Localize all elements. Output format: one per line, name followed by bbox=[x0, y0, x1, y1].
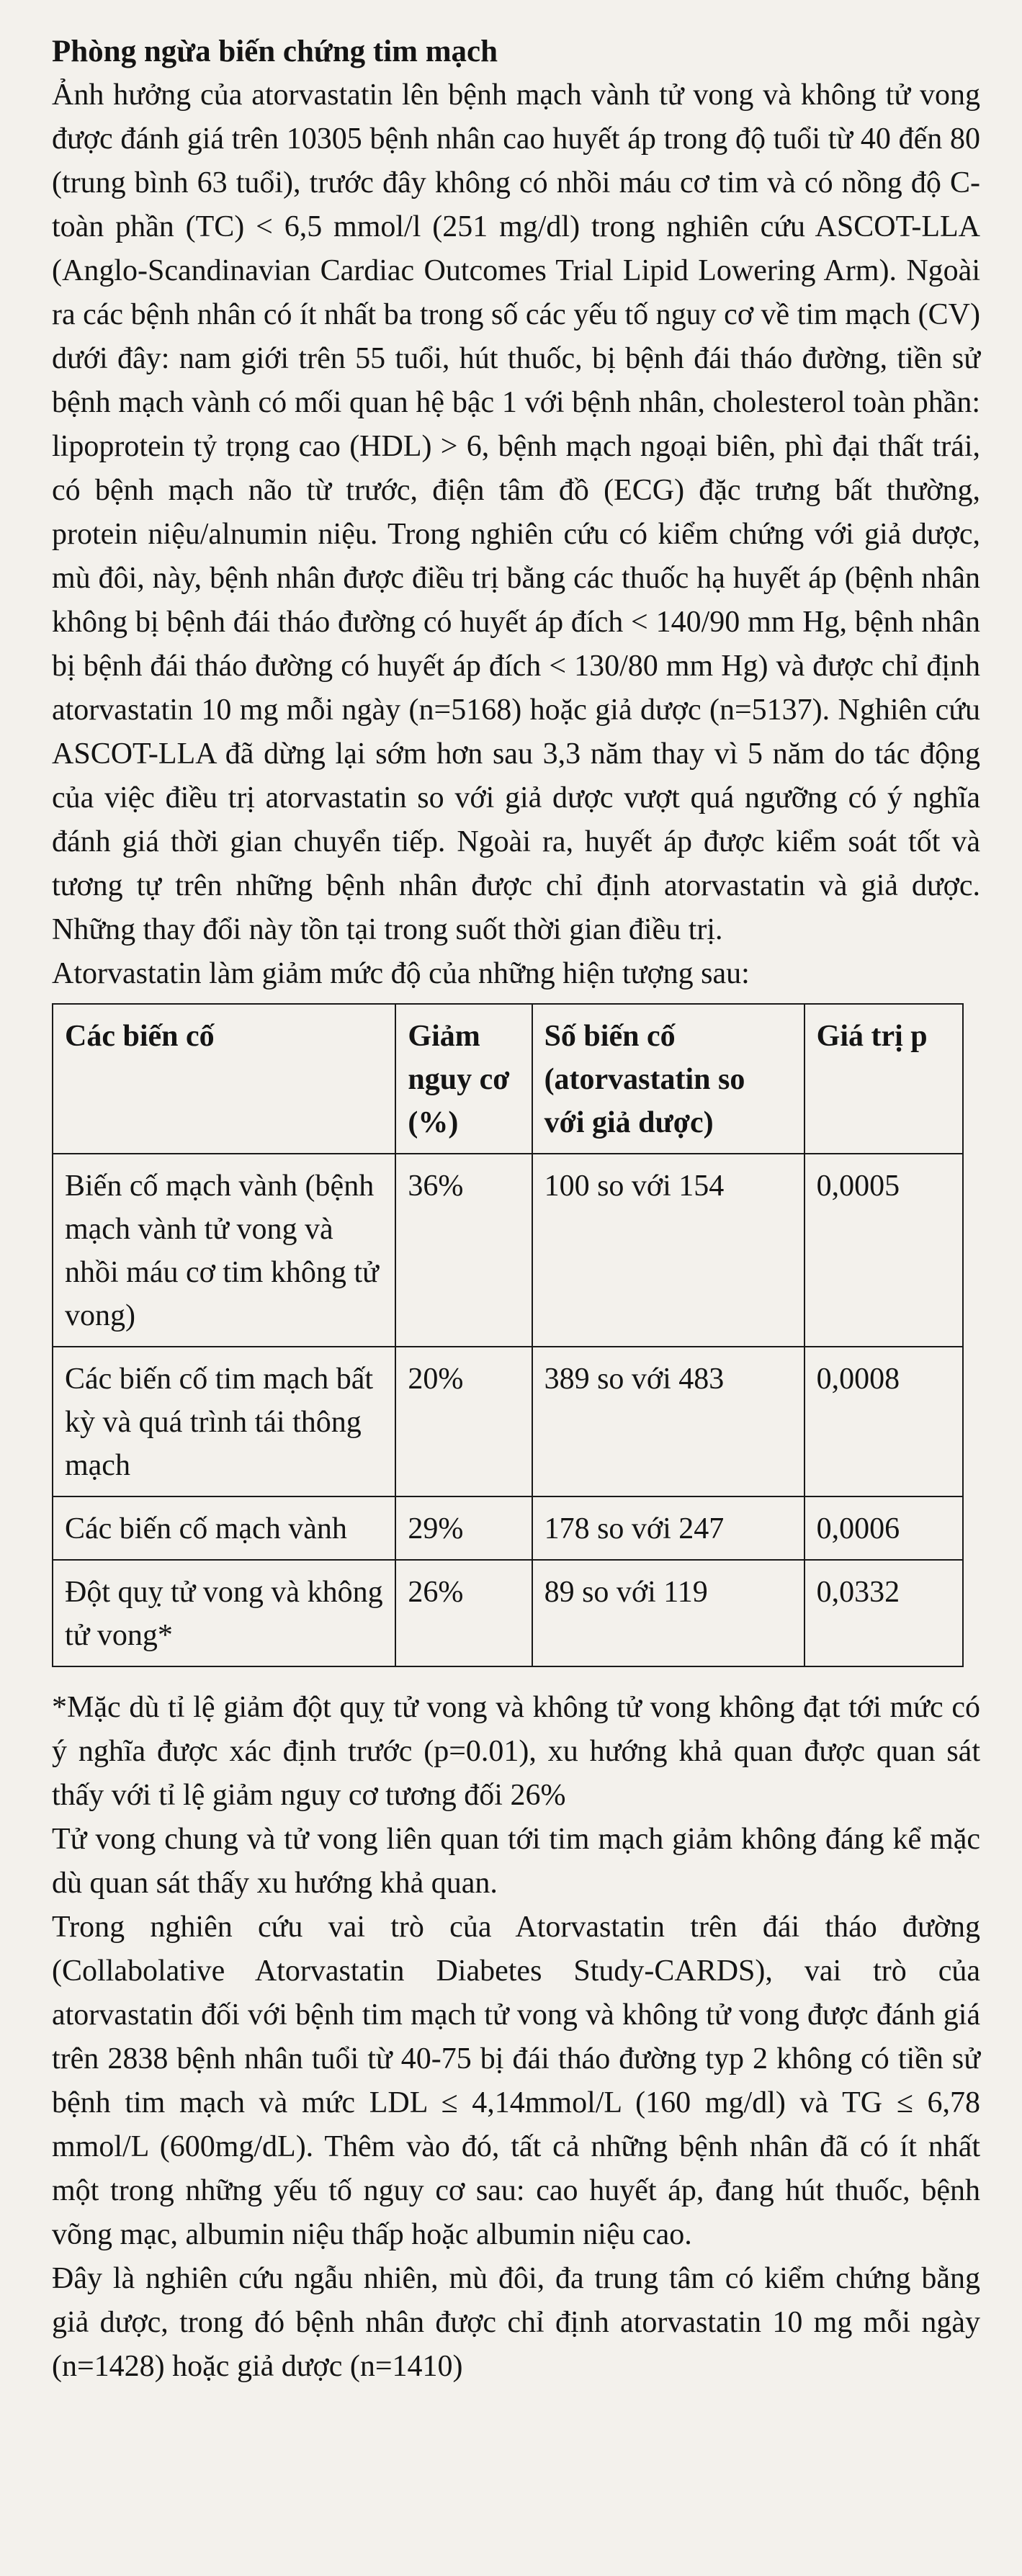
cell-event: Các biến cố tim mạch bất kỳ và quá trình tái thông mạch bbox=[53, 1347, 395, 1496]
table-row bbox=[53, 1154, 963, 1347]
cell-event: Các biến cố mạch vành bbox=[53, 1496, 395, 1560]
cell-event-count: 89 so với 119 bbox=[532, 1560, 804, 1666]
results-table bbox=[52, 1003, 964, 1667]
table-row bbox=[53, 1496, 963, 1560]
cell-p-value: 0,0005 bbox=[804, 1154, 963, 1347]
cell-risk-reduction: 20% bbox=[395, 1347, 532, 1496]
study-design-paragraph: Đây là nghiên cứu ngẫu nhiên, mù đôi, đa trung tâm có kiểm chứng bằng giả dược, trong đó bệnh nhân được chỉ định atorvastatin 10 mg mỗi ngày (n=1428) hoặc giả dược (n=1410) bbox=[52, 2262, 980, 2383]
cell-event-count: 389 so với 483 bbox=[532, 1347, 804, 1496]
mortality-paragraph: Tử vong chung và tử vong liên quan tới tim mạch giảm không đáng kể mặc dù quan sát thấy xu hướng khả quan. bbox=[52, 1823, 980, 1900]
header-risk-reduction: Giảm nguy cơ (%) bbox=[395, 1004, 532, 1154]
cell-event: Biến cố mạch vành (bệnh mạch vành tử vong và nhồi máu cơ tim không tử vong) bbox=[53, 1154, 395, 1347]
section-title: Phòng ngừa biến chứng tim mạch bbox=[52, 35, 498, 68]
cell-p-value: 0,0008 bbox=[804, 1347, 963, 1496]
table-header-row bbox=[53, 1004, 963, 1154]
table-row bbox=[53, 1560, 963, 1666]
header-event-count: Số biến cố (atorvastatin so với giả dược) bbox=[532, 1004, 804, 1154]
cell-event-count: 178 so với 247 bbox=[532, 1496, 804, 1560]
table-row bbox=[53, 1347, 963, 1496]
cell-risk-reduction: 26% bbox=[395, 1560, 532, 1666]
header-p-value: Giá trị p bbox=[804, 1004, 963, 1154]
cell-p-value: 0,0332 bbox=[804, 1560, 963, 1666]
table-lead-text: Atorvastatin làm giảm mức độ của những hiện tượng sau: bbox=[52, 957, 750, 990]
cell-p-value: 0,0006 bbox=[804, 1496, 963, 1560]
intro-paragraph: Ảnh hưởng của atorvastatin lên bệnh mạch vành tử vong và không tử vong được đánh giá trên 10305 bệnh nhân cao huyết áp trong độ tuổi từ 40 đến 80 (trung bình 63 tuổi), trước đây không có nhồi máu cơ tim và có nồng độ C- toàn phần (TC) < 6,5 mmol/l (251 mg/dl) trong nghiên cứu ASCOT-LLA (Anglo-Scandinavian Cardiac Outcomes Trial Lipid Lowering Arm). Ngoài ra các bệnh nhân có ít nhất ba trong số các yếu tố nguy cơ về tim mạch (CV) dưới đây: nam giới trên 55 tuổi, hút thuốc, bị bệnh đái tháo đường, tiền sử bệnh mạch vành có mối quan hệ bậc 1 với bệnh nhân, cholesterol toàn phần: lipoprotein tỷ trọng cao (HDL) > 6, bệnh mạch ngoại biên, phì đại thất trái, có bệnh mạch não từ trước, điện tâm đồ (ECG) đặc trưng bất thường, protein niệu/alnumin niệu. Trong nghiên cứu có kiểm chứng với giả dược, mù đôi, này, bệnh nhân được điều trị bằng các thuốc hạ huyết áp (bệnh nhân không bị bệnh đái tháo đường có huyết áp đích < 140/90 mm Hg, bệnh nhân bị bệnh đái tháo đường có huyết áp đích < 130/80 mm Hg) và được chỉ định atorvastatin 10 mg mỗi ngày (n=5168) hoặc giả dược (n=5137). Nghiên cứu ASCOT-LLA đã dừng lại sớm hơn sau 3,3 năm thay vì 5 năm do tác động của việc điều trị atorvastatin so với giả dược vượt quá ngưỡng có ý nghĩa đánh giá thời gian chuyển tiếp. Ngoài ra, huyết áp được kiểm soát tốt và tương tự trên những bệnh nhân được chỉ định atorvastatin và giả dược. Những thay đổi này tồn tại trong suốt thời gian điều trị. bbox=[52, 78, 980, 946]
footnote-paragraph: *Mặc dù tỉ lệ giảm đột quỵ tử vong và không tử vong không đạt tới mức có ý nghĩa được xác định trước (p=0.01), xu hướng khả quan được quan sát thấy với tỉ lệ giảm nguy cơ tương đối 26% bbox=[52, 1691, 980, 1812]
header-event: Các biến cố bbox=[53, 1004, 395, 1154]
cell-risk-reduction: 29% bbox=[395, 1496, 532, 1560]
cell-event-count: 100 so với 154 bbox=[532, 1154, 804, 1347]
cell-event: Đột quỵ tử vong và không tử vong* bbox=[53, 1560, 395, 1666]
cell-risk-reduction: 36% bbox=[395, 1154, 532, 1347]
cards-study-paragraph: Trong nghiên cứu vai trò của Atorvastatin trên đái tháo đường (Collabolative Atorvastatin Diabetes Study-CARDS), vai trò của atorvastatin đối với bệnh tim mạch tử vong và không tử vong được đánh giá trên 2838 bệnh nhân tuổi từ 40-75 bị đái tháo đường typ 2 không có tiền sử bệnh tim mạch và mức LDL ≤ 4,14mmol/L (160 mg/dl) và TG ≤ 6,78 mmol/L (600mg/dL). Thêm vào đó, tất cả những bệnh nhân đã có ít nhất một trong những yếu tố nguy cơ sau: cao huyết áp, đang hút thuốc, bệnh võng mạc, albumin niệu thấp hoặc albumin niệu cao. bbox=[52, 1911, 980, 2251]
